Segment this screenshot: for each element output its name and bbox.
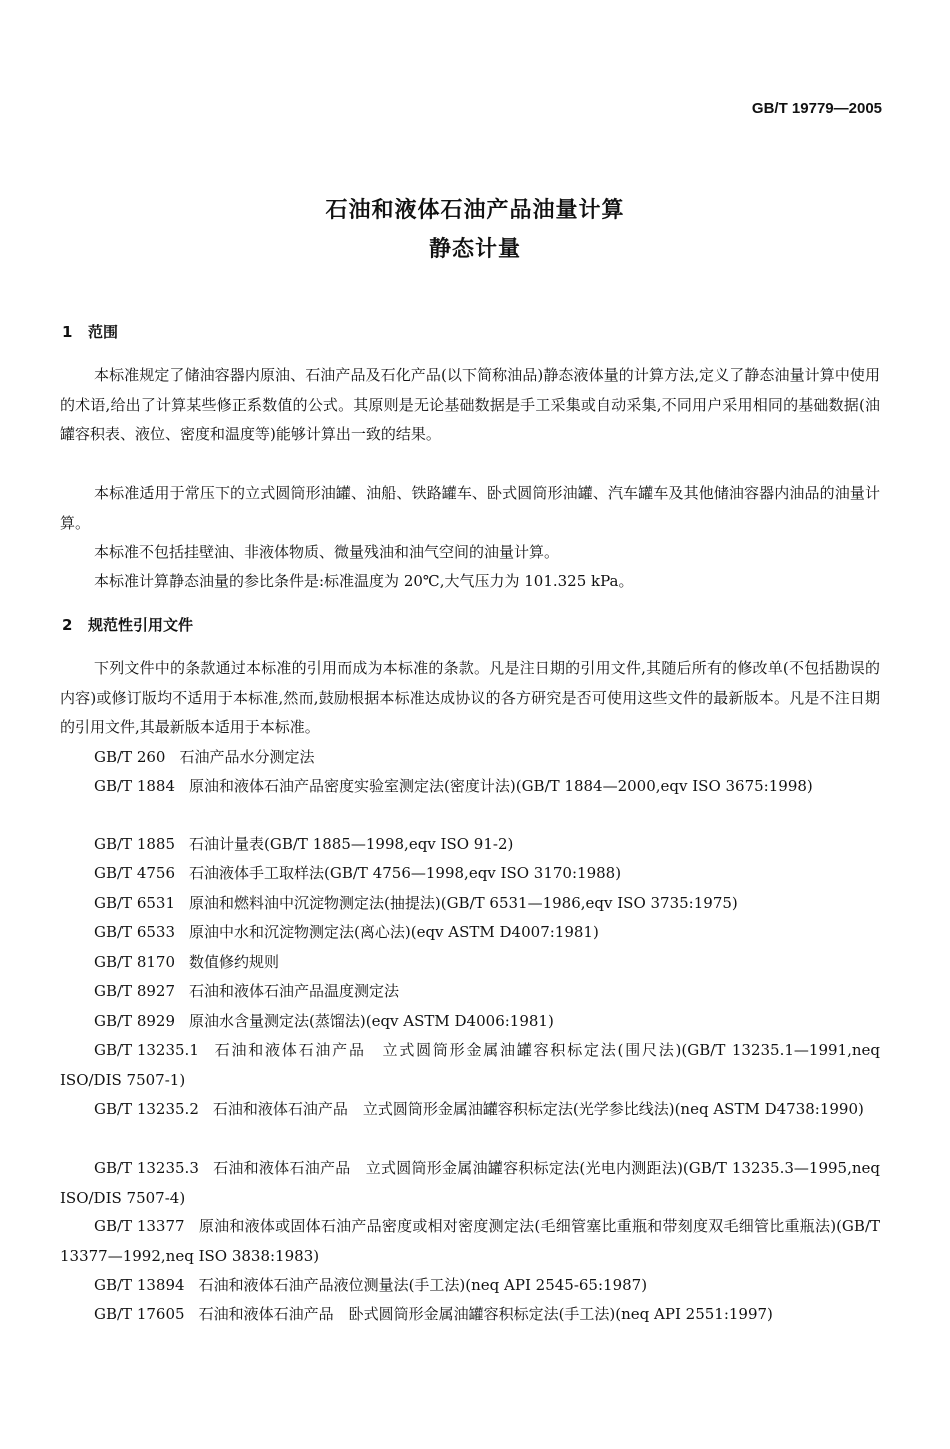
section-1-paragraph-4: 本标准计算静态油量的参比条件是:标准温度为 20℃,大气压力为 101.325 kPa。 — [94, 572, 634, 590]
section-2-number: 2 — [62, 616, 73, 634]
section-1-heading — [62, 321, 118, 342]
reference-code: GB/T 6533 — [94, 923, 176, 941]
reference-title: 石油和液体石油产品温度测定法 — [189, 982, 400, 1000]
reference-item — [60, 1095, 880, 1125]
reference-title: 石油计量表(GB/T 1885—1998,eqv ISO 91-2) — [189, 835, 514, 853]
reference-item — [60, 1036, 880, 1095]
reference-title: 原油和液体或固体石油产品密度或相对密度测定法(毛细管塞比重瓶和带刻度双毛细管比重瓶法)(GB/T 13377—1992,neq ISO 3838:1983) — [60, 1217, 880, 1265]
reference-title: 石油和液体石油产品 卧式圆筒形金属油罐容积标定法(手工法)(neq API 2551:1997) — [198, 1305, 773, 1323]
reference-item — [60, 1154, 880, 1213]
section-2-intro: 下列文件中的条款通过本标准的引用而成为本标准的条款。凡是注日期的引用文件,其随后所有的修改单(不包括勘误的内容)或修订版均不适用于本标准,然而,鼓励根据本标准达成协议的各方研究是否可使用这些文件的最新版本。凡是不注日期的引用文件,其最新版本适用于本标准。 — [60, 659, 880, 736]
reference-item — [60, 859, 880, 889]
section-1-number: 1 — [62, 323, 73, 341]
reference-title: 原油水含量测定法(蒸馏法)(eqv ASTM D4006:1981) — [189, 1012, 554, 1030]
reference-code: GB/T 8170 — [94, 953, 176, 971]
section-1-paragraph-2: 本标准适用于常压下的立式圆筒形油罐、油船、铁路罐车、卧式圆筒形油罐、汽车罐车及其他储油容器内油品的油量计算。 — [60, 484, 880, 532]
reference-item — [60, 830, 880, 860]
reference-item — [60, 772, 880, 802]
section-2-title: 规范性引用文件 — [88, 616, 194, 634]
reference-title: 石油和液体石油产品 立式圆筒形金属油罐容积标定法(围尺法)(GB/T 13235.1—1991,neq ISO/DIS 7507-1) — [60, 1041, 880, 1089]
reference-title: 石油产品水分测定法 — [179, 748, 315, 766]
reference-item — [60, 1300, 880, 1330]
reference-code: GB/T 17605 — [94, 1305, 185, 1323]
reference-title: 石油和液体石油产品 立式圆筒形金属油罐容积标定法(光电内测距法)(GB/T 13235.3—1995,neq ISO/DIS 7507-4) — [60, 1159, 880, 1207]
document-title: 石油和液体石油产品油量计算 — [325, 198, 625, 223]
section-1-paragraph-3: 本标准不包括挂壁油、非液体物质、微量残油和油气空间的油量计算。 — [94, 543, 560, 561]
reference-code: GB/T 13235.2 — [94, 1100, 199, 1118]
reference-title: 数值修约规则 — [189, 953, 280, 971]
reference-title: 原油和燃料油中沉淀物测定法(抽提法)(GB/T 6531—1986,eqv ISO 3735:1975) — [189, 894, 738, 912]
reference-code: GB/T 1885 — [94, 835, 176, 853]
reference-code: GB/T 8927 — [94, 982, 176, 1000]
reference-code: GB/T 1884 — [94, 777, 176, 795]
reference-title: 原油中水和沉淀物测定法(离心法)(eqv ASTM D4007:1981) — [189, 923, 599, 941]
reference-title: 石油和液体石油产品 立式圆筒形金属油罐容积标定法(光学参比线法)(neq ASTM D4738:1990) — [212, 1100, 864, 1118]
section-1-title: 范围 — [88, 323, 119, 341]
reference-title: 石油和液体石油产品液位测量法(手工法)(neq API 2545-65:1987) — [198, 1276, 648, 1294]
section-1-paragraph-1: 本标准规定了储油容器内原油、石油产品及石化产品(以下简称油品)静态液体量的计算方法,定义了静态油量计算中使用的术语,给出了计算某些修正系数值的公式。其原则是无论基础数据是手工采集或自动采集,不同用户采用相同的基础数据(油罐容积表、液位、密度和温度等)能够计算出一致的结果。 — [60, 366, 880, 443]
reference-code: GB/T 8929 — [94, 1012, 176, 1030]
reference-title: 原油和液体石油产品密度实验室测定法(密度计法)(GB/T 1884—2000,eqv ISO 3675:1998) — [189, 777, 813, 795]
reference-item — [60, 1212, 880, 1271]
standard-number: GB/T 19779—2005 — [751, 100, 882, 117]
section-2-heading — [62, 614, 193, 635]
reference-item — [60, 889, 880, 919]
document-subtitle: 静态计量 — [428, 237, 521, 262]
reference-item — [60, 977, 880, 1007]
reference-item — [60, 918, 880, 948]
reference-code: GB/T 13894 — [94, 1276, 185, 1294]
reference-code: GB/T 13377 — [94, 1217, 185, 1235]
reference-item — [60, 743, 880, 773]
reference-title: 石油液体手工取样法(GB/T 4756—1998,eqv ISO 3170:1988) — [189, 864, 622, 882]
reference-code: GB/T 13235.3 — [94, 1159, 199, 1177]
reference-code: GB/T 6531 — [94, 894, 176, 912]
reference-code: GB/T 260 — [94, 748, 166, 766]
reference-item — [60, 1271, 880, 1301]
reference-item — [60, 948, 880, 978]
reference-item — [60, 1007, 880, 1037]
reference-code: GB/T 4756 — [94, 864, 176, 882]
reference-code: GB/T 13235.1 — [94, 1041, 199, 1059]
